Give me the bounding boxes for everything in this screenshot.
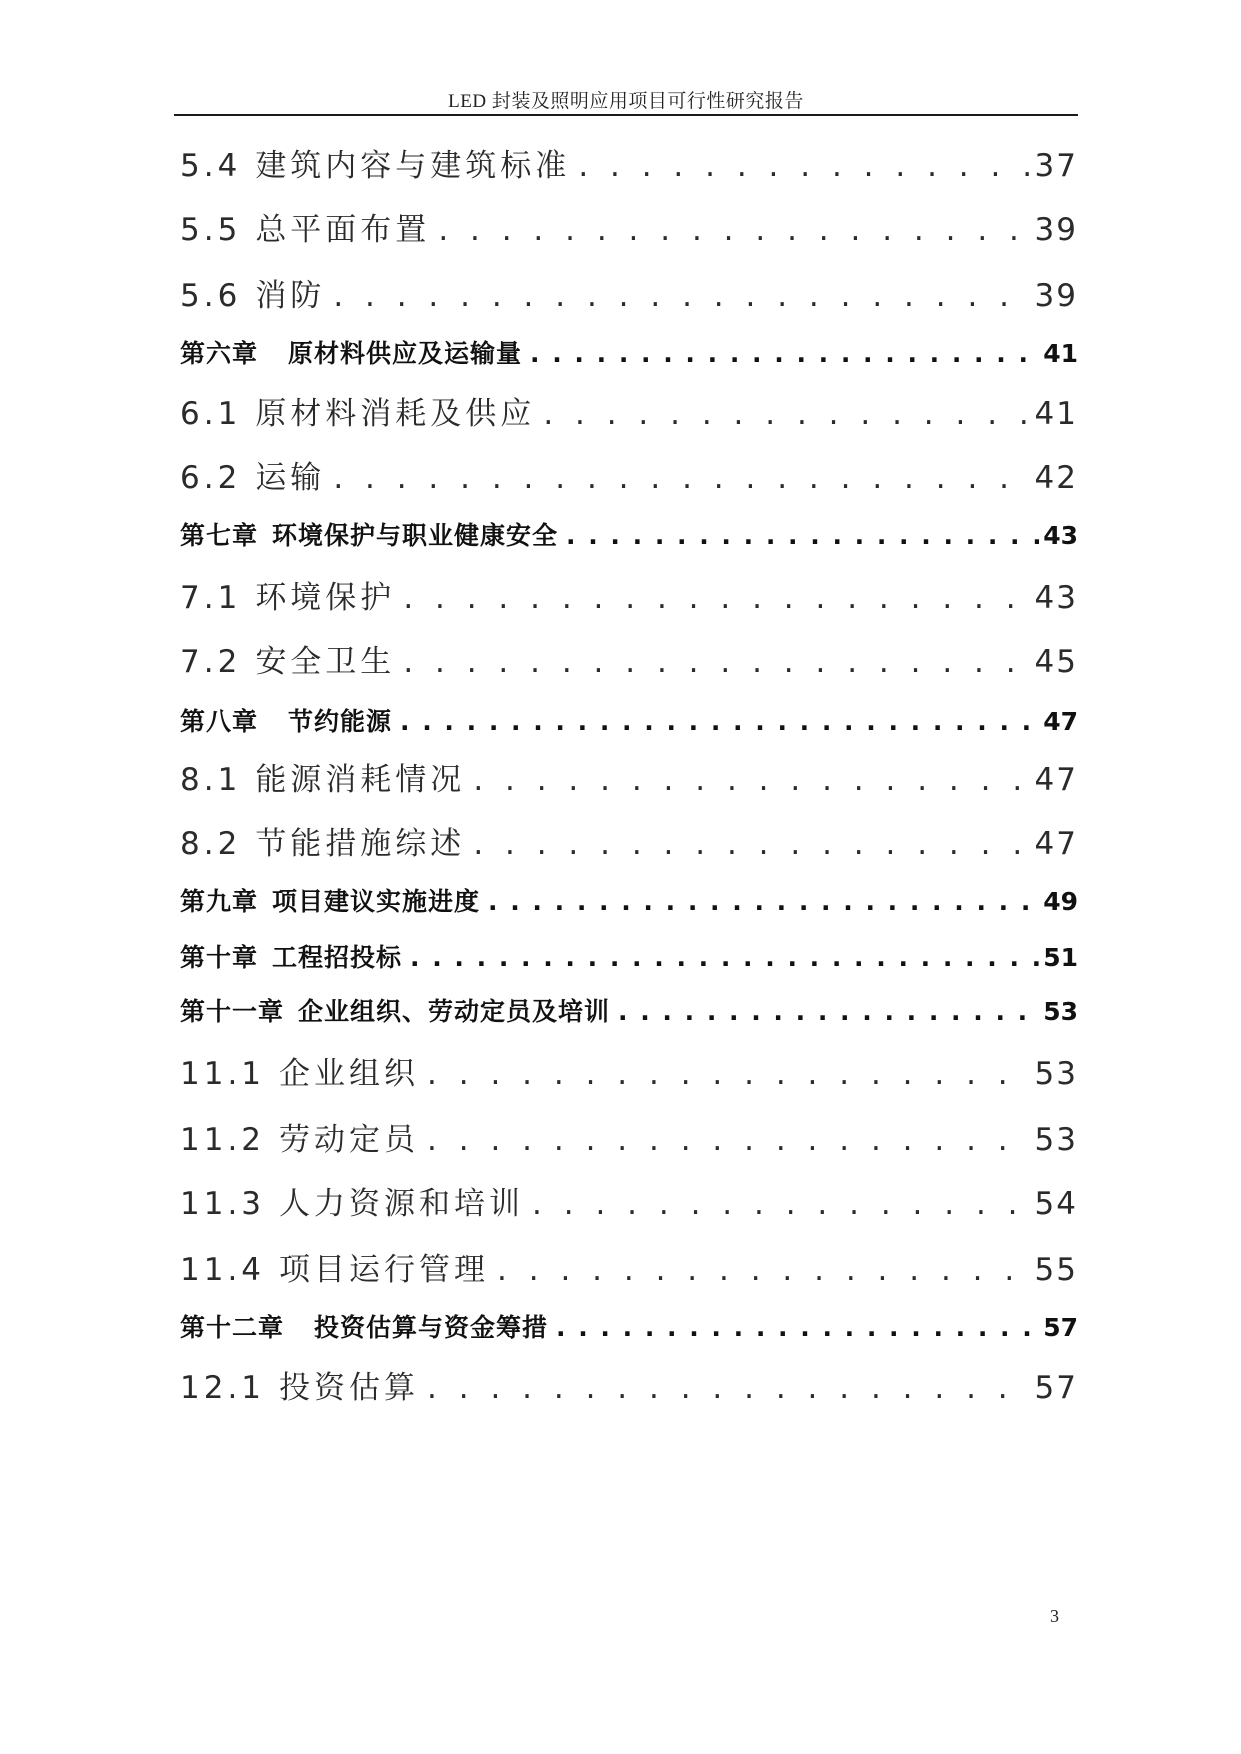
toc-entry-page: 49 [1043, 887, 1078, 916]
toc-entry[interactable] [180, 1244, 1078, 1289]
toc-entry-title: 企业组织 [279, 1056, 420, 1092]
header-rule [174, 114, 1078, 116]
toc-dot-leader [427, 1370, 1031, 1406]
toc-entry[interactable] [180, 204, 1078, 249]
toc-entry-title: 安全卫生 [255, 644, 396, 680]
toc-entry-page: 41 [1043, 339, 1078, 368]
toc-dot-leader [473, 826, 1030, 862]
toc-chapter-entry[interactable] [180, 334, 1078, 370]
toc-dot-leader [578, 148, 1030, 184]
toc-dot-leader [400, 707, 1039, 736]
toc-chapter-entry[interactable] [180, 992, 1078, 1028]
toc-entry-number: 7.2 [180, 644, 242, 680]
toc-dot-leader [530, 339, 1039, 368]
toc-entry-page: 45 [1034, 644, 1078, 680]
toc-chapter-number: 第十章 [180, 943, 259, 972]
toc-dot-leader [410, 943, 1039, 972]
toc-dot-leader [532, 1186, 1031, 1222]
toc-dot-leader [403, 580, 1030, 616]
toc-chapter-entry[interactable] [180, 882, 1078, 918]
toc-entry-title: 人力资源和培训 [279, 1186, 525, 1222]
toc-entry-number: 8.2 [180, 826, 242, 862]
toc-entry[interactable] [180, 572, 1078, 617]
toc-dot-leader [403, 644, 1030, 680]
toc-entry[interactable] [180, 636, 1078, 681]
toc-entry[interactable] [180, 270, 1078, 315]
toc-entry-number: 5.6 [180, 278, 242, 314]
toc-entry[interactable] [180, 1114, 1078, 1159]
toc-chapter-number: 第七章 [180, 521, 259, 550]
toc-entry-page: 39 [1034, 212, 1078, 248]
toc-chapter-number: 第九章 [180, 887, 259, 916]
toc-entry-title: 建筑内容与建筑标准 [255, 148, 571, 184]
toc-entry-number: 6.1 [180, 396, 242, 432]
toc-dot-leader [556, 1313, 1039, 1342]
toc-entry[interactable] [180, 1362, 1078, 1407]
toc-dot-leader [438, 212, 1030, 248]
toc-dot-leader [618, 997, 1039, 1026]
toc-entry-number: 12.1 [180, 1370, 266, 1406]
toc-entry-page: 43 [1034, 580, 1078, 616]
toc-entry-number: 5.5 [180, 212, 242, 248]
toc-chapter-entry[interactable] [180, 938, 1078, 974]
toc-entry-title: 消防 [255, 278, 326, 314]
toc-entry-page: 43 [1043, 521, 1078, 550]
toc-chapter-number: 第六章 [180, 339, 259, 368]
toc-entry[interactable] [180, 818, 1078, 863]
toc-entry[interactable] [180, 754, 1078, 799]
toc-entry-number: 11.3 [180, 1186, 266, 1222]
toc-chapter-title: 节约能源 [288, 707, 393, 736]
toc-dot-leader [333, 278, 1030, 314]
toc-entry-title: 劳动定员 [279, 1122, 420, 1158]
toc-entry-page: 47 [1043, 707, 1078, 736]
toc-dot-leader [566, 521, 1039, 550]
toc-dot-leader [427, 1056, 1031, 1092]
toc-entry-number: 11.2 [180, 1122, 266, 1158]
toc-dot-leader [427, 1122, 1031, 1158]
toc-entry-title: 能源消耗情况 [255, 762, 466, 798]
toc-entry-page: 55 [1034, 1252, 1078, 1288]
toc-entry-page: 53 [1034, 1122, 1078, 1158]
toc-entry[interactable] [180, 1048, 1078, 1093]
toc-dot-leader [333, 460, 1030, 496]
toc-entry-title: 节能措施综述 [255, 826, 466, 862]
toc-entry-page: 57 [1043, 1313, 1078, 1342]
toc-chapter-title: 项目建议实施进度 [272, 887, 481, 916]
running-header: LED 封装及照明应用项目可行性研究报告 [448, 91, 804, 112]
toc-entry-title: 总平面布置 [255, 212, 431, 248]
toc-entry-number: 11.1 [180, 1056, 266, 1092]
toc-entry-title: 环境保护 [255, 580, 396, 616]
toc-chapter-title: 环境保护与职业健康安全 [272, 521, 559, 550]
toc-entry-page: 51 [1043, 943, 1078, 972]
toc-chapter-title: 投资估算与资金筹措 [314, 1313, 549, 1342]
toc-entry-title: 投资估算 [279, 1370, 420, 1406]
toc-entry-page: 41 [1034, 396, 1078, 432]
toc-entry-number: 8.1 [180, 762, 242, 798]
toc-chapter-entry[interactable] [180, 516, 1078, 552]
toc-entry-number: 7.1 [180, 580, 242, 616]
toc-chapter-title: 工程招投标 [272, 943, 403, 972]
toc-chapter-number: 第八章 [180, 707, 259, 736]
toc-entry-page: 54 [1034, 1186, 1078, 1222]
toc-chapter-title: 企业组织、劳动定员及培训 [298, 997, 611, 1026]
toc-entry-page: 53 [1034, 1056, 1078, 1092]
toc-entry-page: 47 [1034, 762, 1078, 798]
toc-entry-page: 47 [1034, 826, 1078, 862]
toc-chapter-entry[interactable] [180, 702, 1078, 738]
toc-entry-page: 39 [1034, 278, 1078, 314]
toc-entry[interactable] [180, 452, 1078, 497]
toc-entry-title: 运输 [255, 460, 326, 496]
toc-chapter-title: 原材料供应及运输量 [288, 339, 523, 368]
toc-entry-title: 原材料消耗及供应 [255, 396, 536, 432]
page-number: 3 [1050, 1606, 1059, 1626]
toc-entry-page: 57 [1034, 1370, 1078, 1406]
toc-dot-leader [497, 1252, 1031, 1288]
toc-entry-page: 42 [1034, 460, 1078, 496]
toc-dot-leader [543, 396, 1030, 432]
toc-entry-number: 6.2 [180, 460, 242, 496]
toc-dot-leader [488, 887, 1039, 916]
toc-entry[interactable] [180, 140, 1078, 185]
toc-chapter-number: 第十二章 [180, 1313, 285, 1342]
toc-dot-leader [473, 762, 1030, 798]
toc-chapter-number: 第十一章 [180, 997, 285, 1026]
toc-entry-number: 5.4 [180, 148, 242, 184]
toc-entry-page: 53 [1043, 997, 1078, 1026]
toc-entry-page: 37 [1034, 148, 1078, 184]
toc-entry-number: 11.4 [180, 1252, 266, 1288]
toc-chapter-entry[interactable] [180, 1308, 1078, 1344]
toc-entry[interactable] [180, 1178, 1078, 1223]
toc-entry-title: 项目运行管理 [279, 1252, 490, 1288]
toc-entry[interactable] [180, 388, 1078, 433]
